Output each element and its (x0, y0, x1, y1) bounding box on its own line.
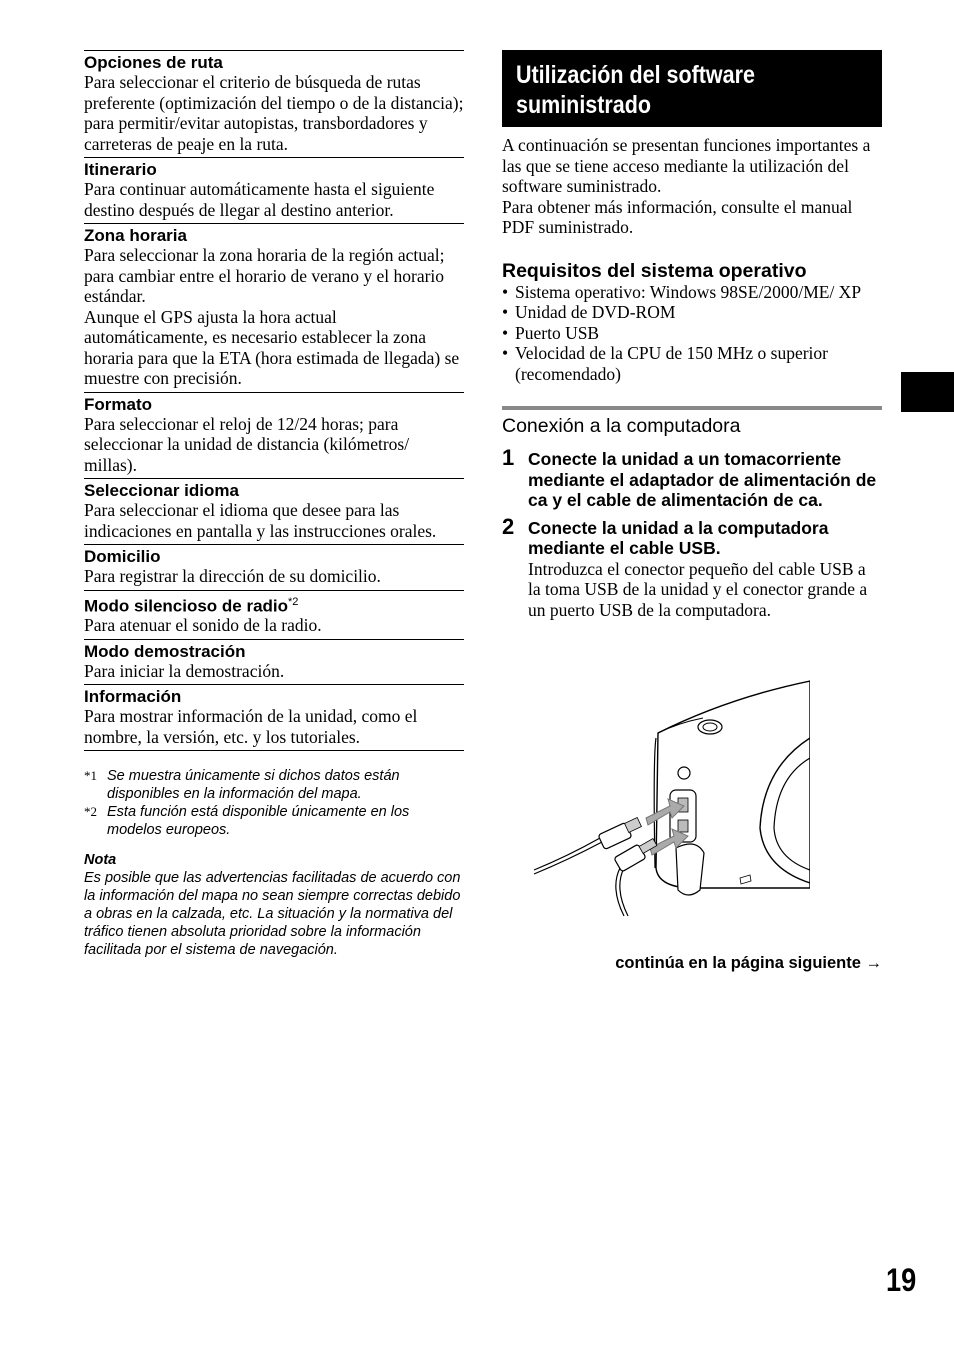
usb-connection-illustration (528, 678, 810, 918)
step-instruction: Conecte la unidad a un tomacorriente mediante el adaptador de alimentación de ca y el cable de alimentación de ca. (528, 449, 877, 510)
entry-text: Para seleccionar el reloj de 12/24 horas; para seleccionar la unidad de distancia (kilómetros/ millas). (84, 413, 410, 475)
note-label: Nota (84, 852, 117, 869)
page-number: 19 (886, 1262, 917, 1298)
note-text: Es posible que las advertencias facilitadas de acuerdo con la información del mapa no sean siempre correctas debido a obras en la calzada, etc. La situación y la normativa del tráfico tienen absoluta prioridad sobre la información facilitada por el sistema de navegación. (84, 870, 461, 959)
entry-text: Para seleccionar el idioma que desee para las indicaciones en pantalla y las instrucciones orales. (84, 500, 437, 541)
list-item: • Puerto USB (502, 323, 882, 344)
entry-heading: Zona horaria (84, 226, 187, 245)
step-description: Introduzca el conector pequeño del cable USB a la toma USB de la unidad y el conector grande a un puerto USB de la computadora. (528, 558, 868, 620)
entry-seleccionar-idioma (84, 478, 464, 544)
footnotes (84, 767, 464, 839)
step-instruction: Conecte la unidad a la computadora mediante el cable USB. (528, 517, 829, 558)
right-column (502, 50, 882, 627)
footnote-ref: *2 (288, 595, 299, 608)
section-title-line2: suministrado (516, 91, 652, 119)
step-number: 1 (502, 445, 515, 470)
entry-text: Para atenuar el sonido de la radio. (84, 615, 322, 636)
section-title-line1: Utilización del software (516, 61, 755, 89)
list-item: • Sistema operativo: Windows 98SE/2000/ME/ XP (502, 282, 882, 303)
entry-modo-silencioso (84, 590, 464, 639)
footnote (84, 803, 464, 839)
requirements-heading: Requisitos del sistema operativo (502, 259, 807, 282)
footnote-mark: *1 (84, 768, 97, 784)
entry-text: Para seleccionar el criterio de búsqueda de rutas preferente (optimización del tiempo o de la distancia); para permitir/evitar autopistas, transbordadores y carreteras de peaje en la ruta. (84, 72, 464, 154)
entry-heading: Información (84, 687, 182, 707)
section-title (502, 50, 882, 127)
entry-text-extra: Aunque el GPS ajusta la hora actual automáticamente, es necesario establecer la zona horaria para que la ETA (hora estimada de llegada) se muestre con precisión. (84, 306, 460, 388)
footnote-text: Esta función está disponible únicamente en los modelos europeos. (107, 804, 410, 839)
entry-zona-horaria (84, 223, 464, 392)
list-item: • Velocidad de la CPU de 150 MHz o superior (recomendado) (502, 343, 882, 384)
step-2 (502, 513, 882, 621)
entry-formato (84, 392, 464, 479)
entry-informacion (84, 684, 464, 751)
step-1 (502, 445, 882, 511)
entry-modo-demostracion (84, 639, 464, 685)
continue-next-page: continúa en la página siguiente → (615, 954, 882, 972)
intro-paragraph-2: Para obtener más información, consulte el manual PDF suministrado. (502, 196, 853, 237)
entry-heading: Seleccionar idioma (84, 481, 239, 500)
note (84, 851, 464, 959)
section-divider (502, 406, 882, 410)
step-number: 2 (502, 513, 515, 539)
entry-heading: Opciones de ruta (84, 53, 223, 72)
entry-text: Para registrar la dirección de su domicilio. (84, 566, 381, 586)
entry-text: Para continuar automáticamente hasta el siguiente destino después de llegar al destino anterior. (84, 179, 435, 220)
entry-text: Para iniciar la demostración. (84, 660, 285, 681)
entry-text: Para mostrar información de la unidad, como el nombre, la versión, etc. y los tutoriales. (84, 706, 418, 747)
entry-heading: Domicilio (84, 547, 161, 566)
section-tab-marker (901, 372, 954, 412)
entry-opciones-de-ruta (84, 50, 464, 157)
intro-paragraph: A continuación se presentan funciones importantes a las que se tiene acceso mediante la utilización del software suministrado. (502, 135, 871, 196)
list-item: • Unidad de DVD-ROM (502, 302, 882, 323)
entry-itinerario (84, 157, 464, 223)
entry-text: Para seleccionar la zona horaria de la región actual; para cambiar entre el horario de verano y el horario estándar. (84, 245, 445, 306)
steps-list (502, 445, 882, 620)
footnote-mark: *2 (84, 804, 97, 820)
connection-heading: Conexión a la computadora (502, 415, 741, 437)
entry-domicilio (84, 544, 464, 590)
requirements-list (502, 282, 882, 385)
entry-heading: Formato (84, 394, 152, 414)
footnote (84, 767, 464, 803)
entry-heading: Modo silencioso de radio$^{*2}$ (84, 595, 299, 616)
left-column (84, 50, 464, 959)
entry-heading: Modo demostración (84, 641, 246, 661)
entry-heading: Itinerario (84, 160, 157, 179)
footnote-text: Se muestra únicamente si dichos datos están disponibles en la información del mapa. (107, 768, 400, 803)
